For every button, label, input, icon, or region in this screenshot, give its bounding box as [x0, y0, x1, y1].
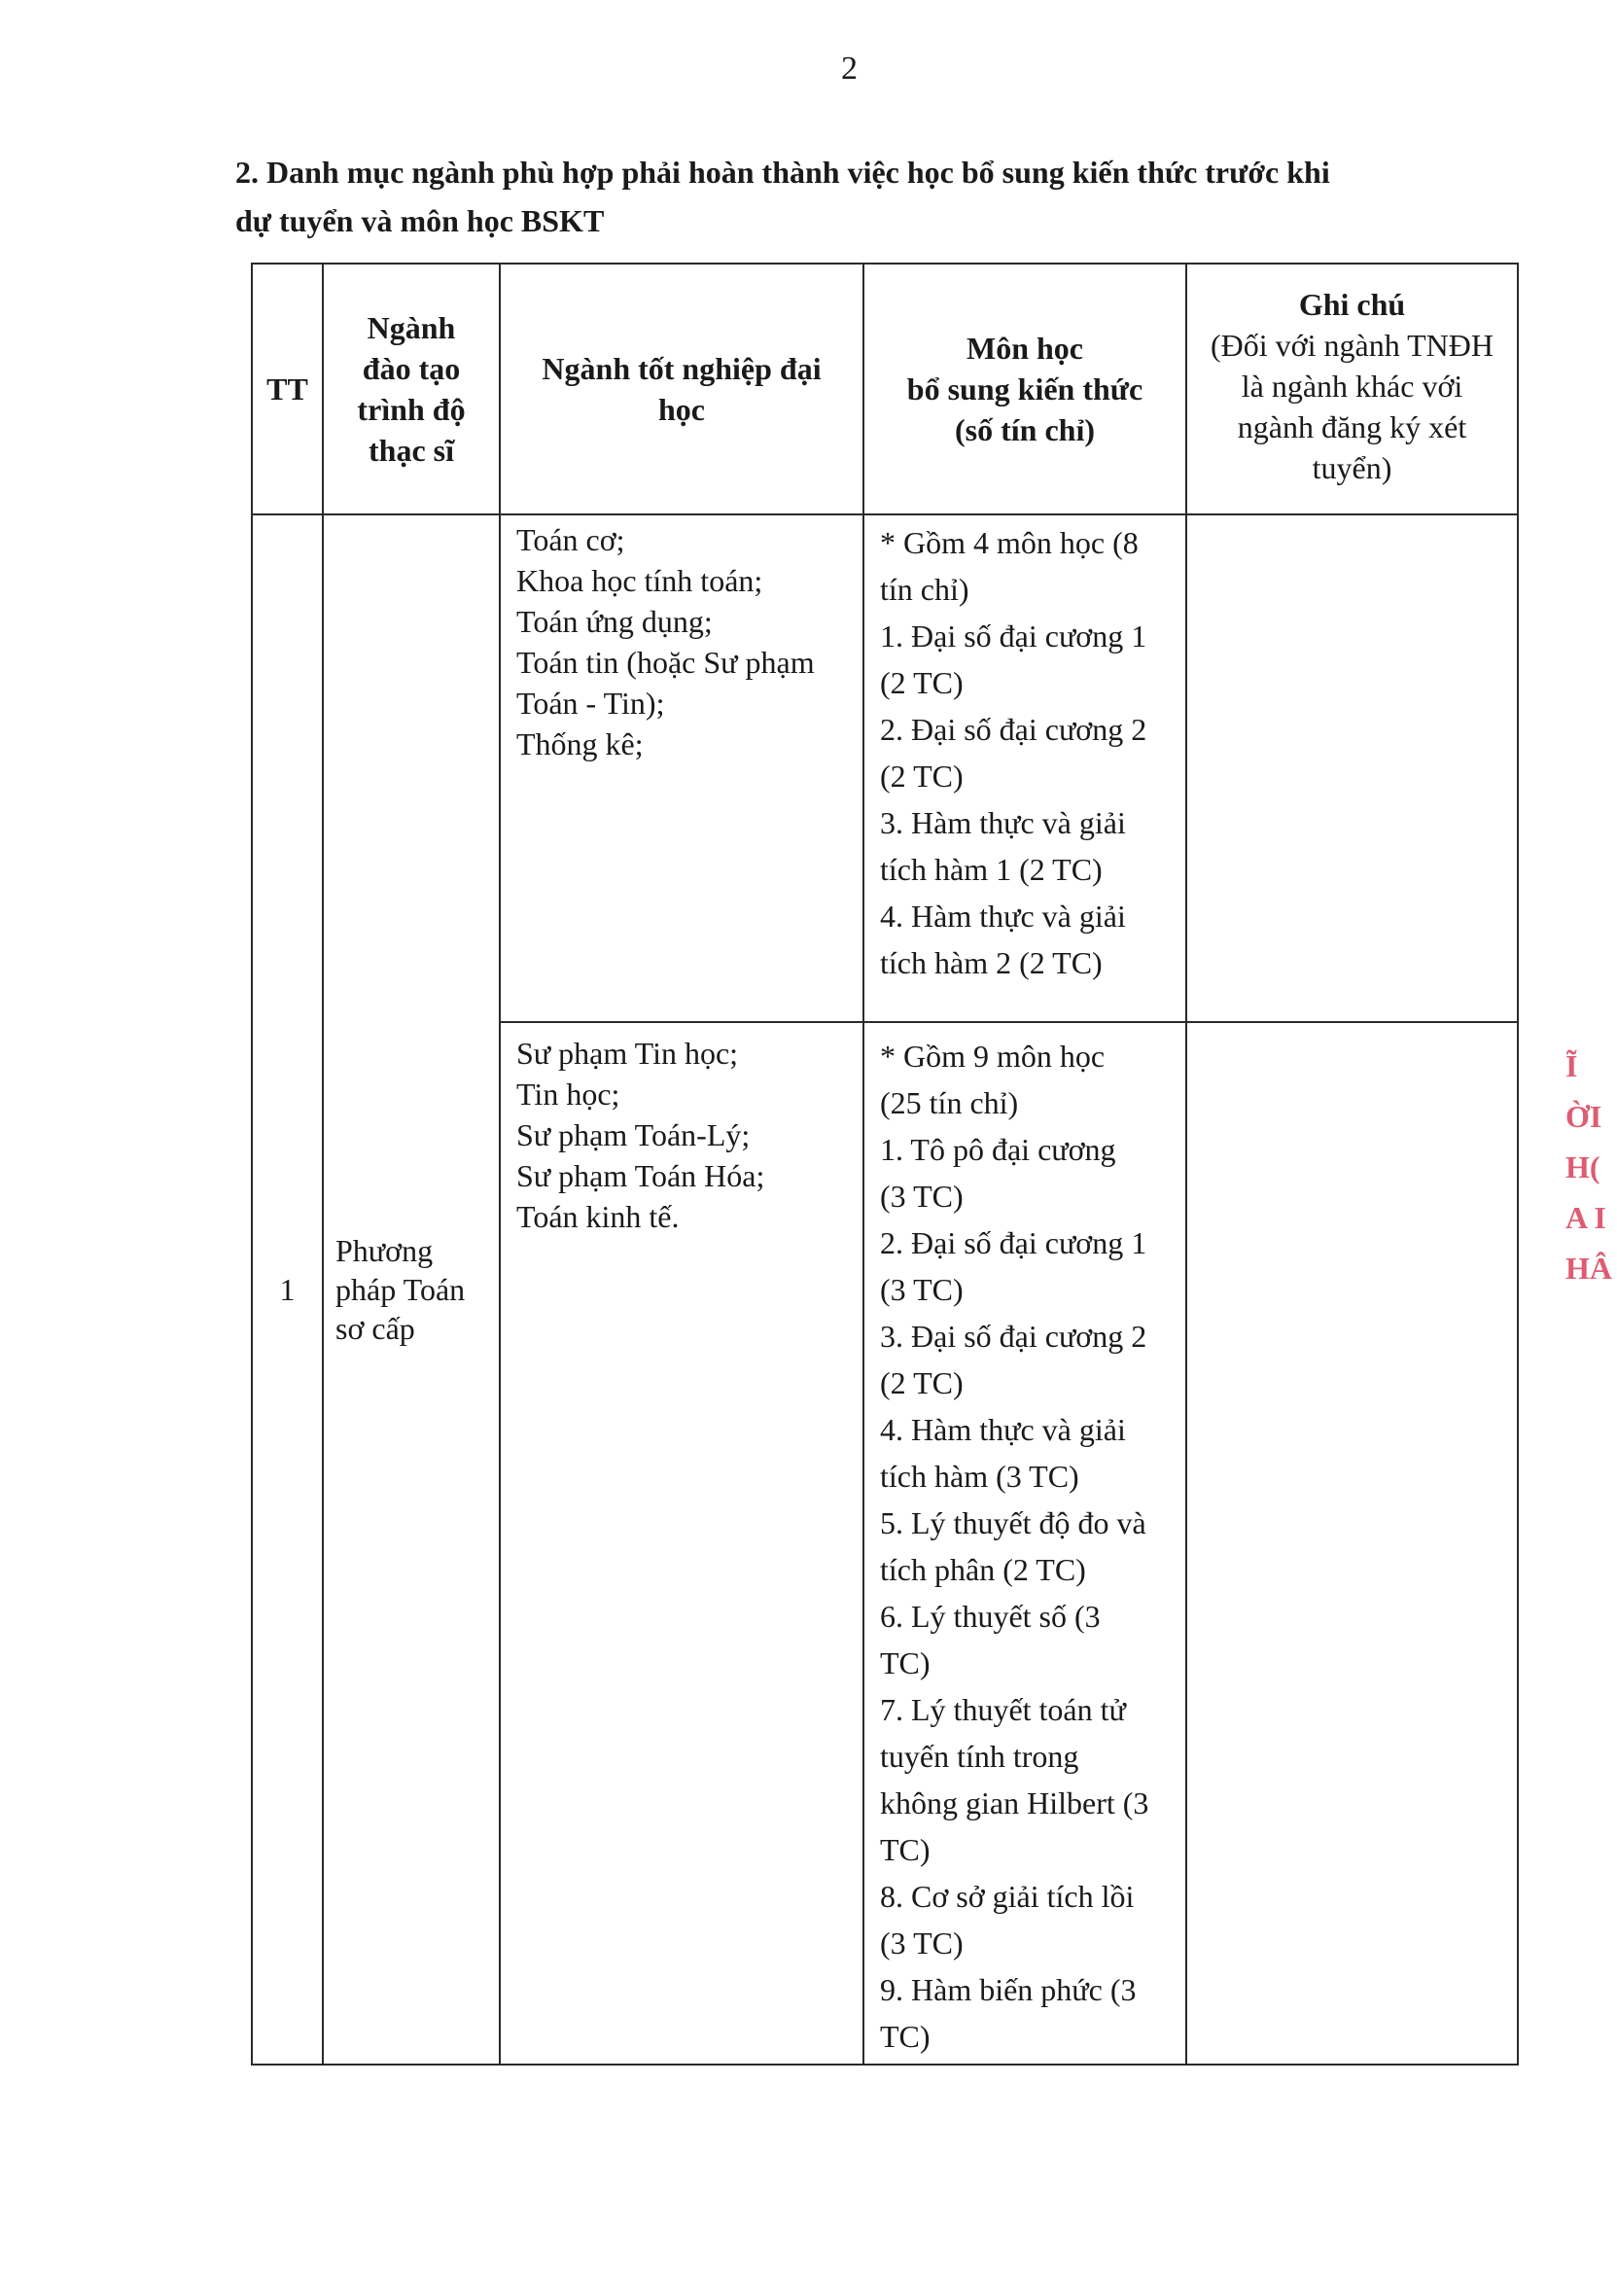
course-line: 2. Đại số đại cương 2	[880, 712, 1147, 747]
course-line: tuyến tính trong	[880, 1739, 1079, 1774]
course-line: 9. Hàm biến phức (3	[880, 1972, 1137, 2007]
course-line: 3. Đại số đại cương 2	[880, 1319, 1147, 1354]
heading-line-1: 2. Danh mục ngành phù hợp phải hoàn thành việc học bổ sung kiến thức trước khi	[235, 155, 1330, 190]
course-line: tích hàm 1 (2 TC)	[880, 852, 1103, 887]
notes-text	[1187, 515, 1517, 523]
notes-cell	[1186, 514, 1518, 1022]
courses-cell	[863, 514, 1186, 1022]
table-row	[252, 514, 1518, 1022]
course-line: tích hàm 2 (2 TC)	[880, 945, 1103, 980]
header-tt: TT	[252, 264, 323, 514]
course-line: 5. Lý thuyết độ đo và	[880, 1505, 1146, 1540]
major-item: Khoa học tính toán;	[516, 563, 763, 598]
header-notes-title: Ghi chú	[1298, 287, 1406, 322]
program-line: sơ cấp	[335, 1311, 415, 1346]
course-line: * Gồm 4 môn học (8	[880, 525, 1139, 560]
major-item: Sư phạm Tin học;	[516, 1036, 739, 1071]
course-line: 6. Lý thuyết số (3	[880, 1599, 1101, 1634]
page-number: 2	[841, 51, 858, 87]
header-courses-line: Môn học	[967, 331, 1083, 366]
program-cell	[323, 514, 500, 2065]
program-line: pháp Toán	[335, 1272, 466, 1307]
major-item: Tin học;	[516, 1077, 620, 1112]
notes-text	[1187, 1023, 1517, 1031]
notes-cell	[1186, 1022, 1518, 2065]
course-line: tích hàm (3 TC)	[880, 1459, 1079, 1494]
course-line: (3 TC)	[880, 1179, 964, 1214]
header-major-line: Ngành tốt nghiệp đại	[542, 351, 822, 386]
course-line: TC)	[880, 1832, 931, 1867]
courses-list	[864, 515, 1185, 990]
course-line: 2. Đại số đại cương 1	[880, 1225, 1147, 1260]
header-program-line: đào tạo	[362, 351, 461, 386]
red-stamp-fragment	[1565, 1041, 1617, 1303]
stamp-text: H(	[1565, 1149, 1600, 1184]
course-line: không gian Hilbert (3	[880, 1785, 1149, 1820]
section-heading	[235, 148, 1529, 245]
course-line: 4. Hàm thực và giải	[880, 899, 1126, 934]
header-graduated-major	[500, 264, 863, 514]
header-courses-line: bổ sung kiến thức	[906, 371, 1143, 406]
header-program	[323, 264, 500, 514]
majors-list	[501, 515, 862, 768]
majors-cell	[500, 514, 863, 1022]
course-line: (2 TC)	[880, 665, 964, 700]
header-notes-line: (Đối với ngành TNĐH	[1211, 328, 1494, 363]
course-line: 4. Hàm thực và giải	[880, 1412, 1126, 1447]
course-line: 1. Tô pô đại cương	[880, 1132, 1116, 1167]
majors-cell	[500, 1022, 863, 2065]
header-program-line: Ngành	[367, 310, 456, 345]
major-item: Toán - Tin);	[516, 686, 665, 721]
header-courses-line: (số tín chỉ)	[955, 412, 1095, 447]
course-line: tín chỉ)	[880, 572, 969, 607]
stamp-text: A I	[1565, 1200, 1606, 1235]
program-line: Phương	[335, 1233, 434, 1268]
header-program-line: thạc sĩ	[369, 433, 454, 468]
header-notes	[1186, 264, 1518, 514]
supplementary-courses-table	[251, 263, 1519, 2066]
majors-list	[501, 1023, 862, 1241]
major-item: Toán kinh tế.	[516, 1199, 680, 1234]
course-line: 1. Đại số đại cương 1	[880, 618, 1147, 653]
row-number-cell	[252, 514, 323, 2065]
course-line: 3. Hàm thực và giải	[880, 805, 1126, 840]
course-line: (3 TC)	[880, 1272, 964, 1307]
courses-cell	[863, 1022, 1186, 2065]
courses-list	[864, 1023, 1185, 2064]
major-item: Thống kê;	[516, 726, 644, 761]
header-program-line: trình độ	[357, 392, 466, 427]
course-line: (3 TC)	[880, 1925, 964, 1960]
major-item: Toán tin (hoặc Sư phạm	[516, 645, 815, 680]
stamp-text: Ĩ	[1565, 1048, 1578, 1083]
course-line: (2 TC)	[880, 759, 964, 794]
stamp-text: HÂ	[1565, 1251, 1612, 1286]
table-header-row	[252, 264, 1518, 514]
course-line: TC)	[880, 1645, 931, 1680]
program-name	[324, 1227, 499, 1352]
header-notes-line: tuyển)	[1312, 450, 1392, 485]
heading-line-2: dự tuyển và môn học BSKT	[235, 203, 605, 238]
course-line: (2 TC)	[880, 1365, 964, 1400]
header-notes-line: ngành đăng ký xét	[1237, 409, 1467, 444]
course-line: (25 tín chỉ)	[880, 1085, 1019, 1120]
course-line: TC)	[880, 2019, 931, 2054]
row-number: 1	[279, 1272, 296, 1307]
header-notes-line: là ngành khác với	[1241, 369, 1463, 404]
course-line: 7. Lý thuyết toán tử	[880, 1692, 1126, 1727]
stamp-text: ỜI	[1565, 1099, 1602, 1134]
header-major-line: học	[658, 392, 705, 427]
major-item: Sư phạm Toán-Lý;	[516, 1117, 751, 1152]
major-item: Sư phạm Toán Hóa;	[516, 1158, 765, 1193]
major-item: Toán ứng dụng;	[516, 604, 713, 639]
course-line: 8. Cơ sở giải tích lồi	[880, 1879, 1135, 1914]
header-courses	[863, 264, 1186, 514]
course-line: * Gồm 9 môn học	[880, 1039, 1106, 1074]
major-item: Toán cơ;	[516, 522, 625, 557]
course-line: tích phân (2 TC)	[880, 1552, 1086, 1587]
